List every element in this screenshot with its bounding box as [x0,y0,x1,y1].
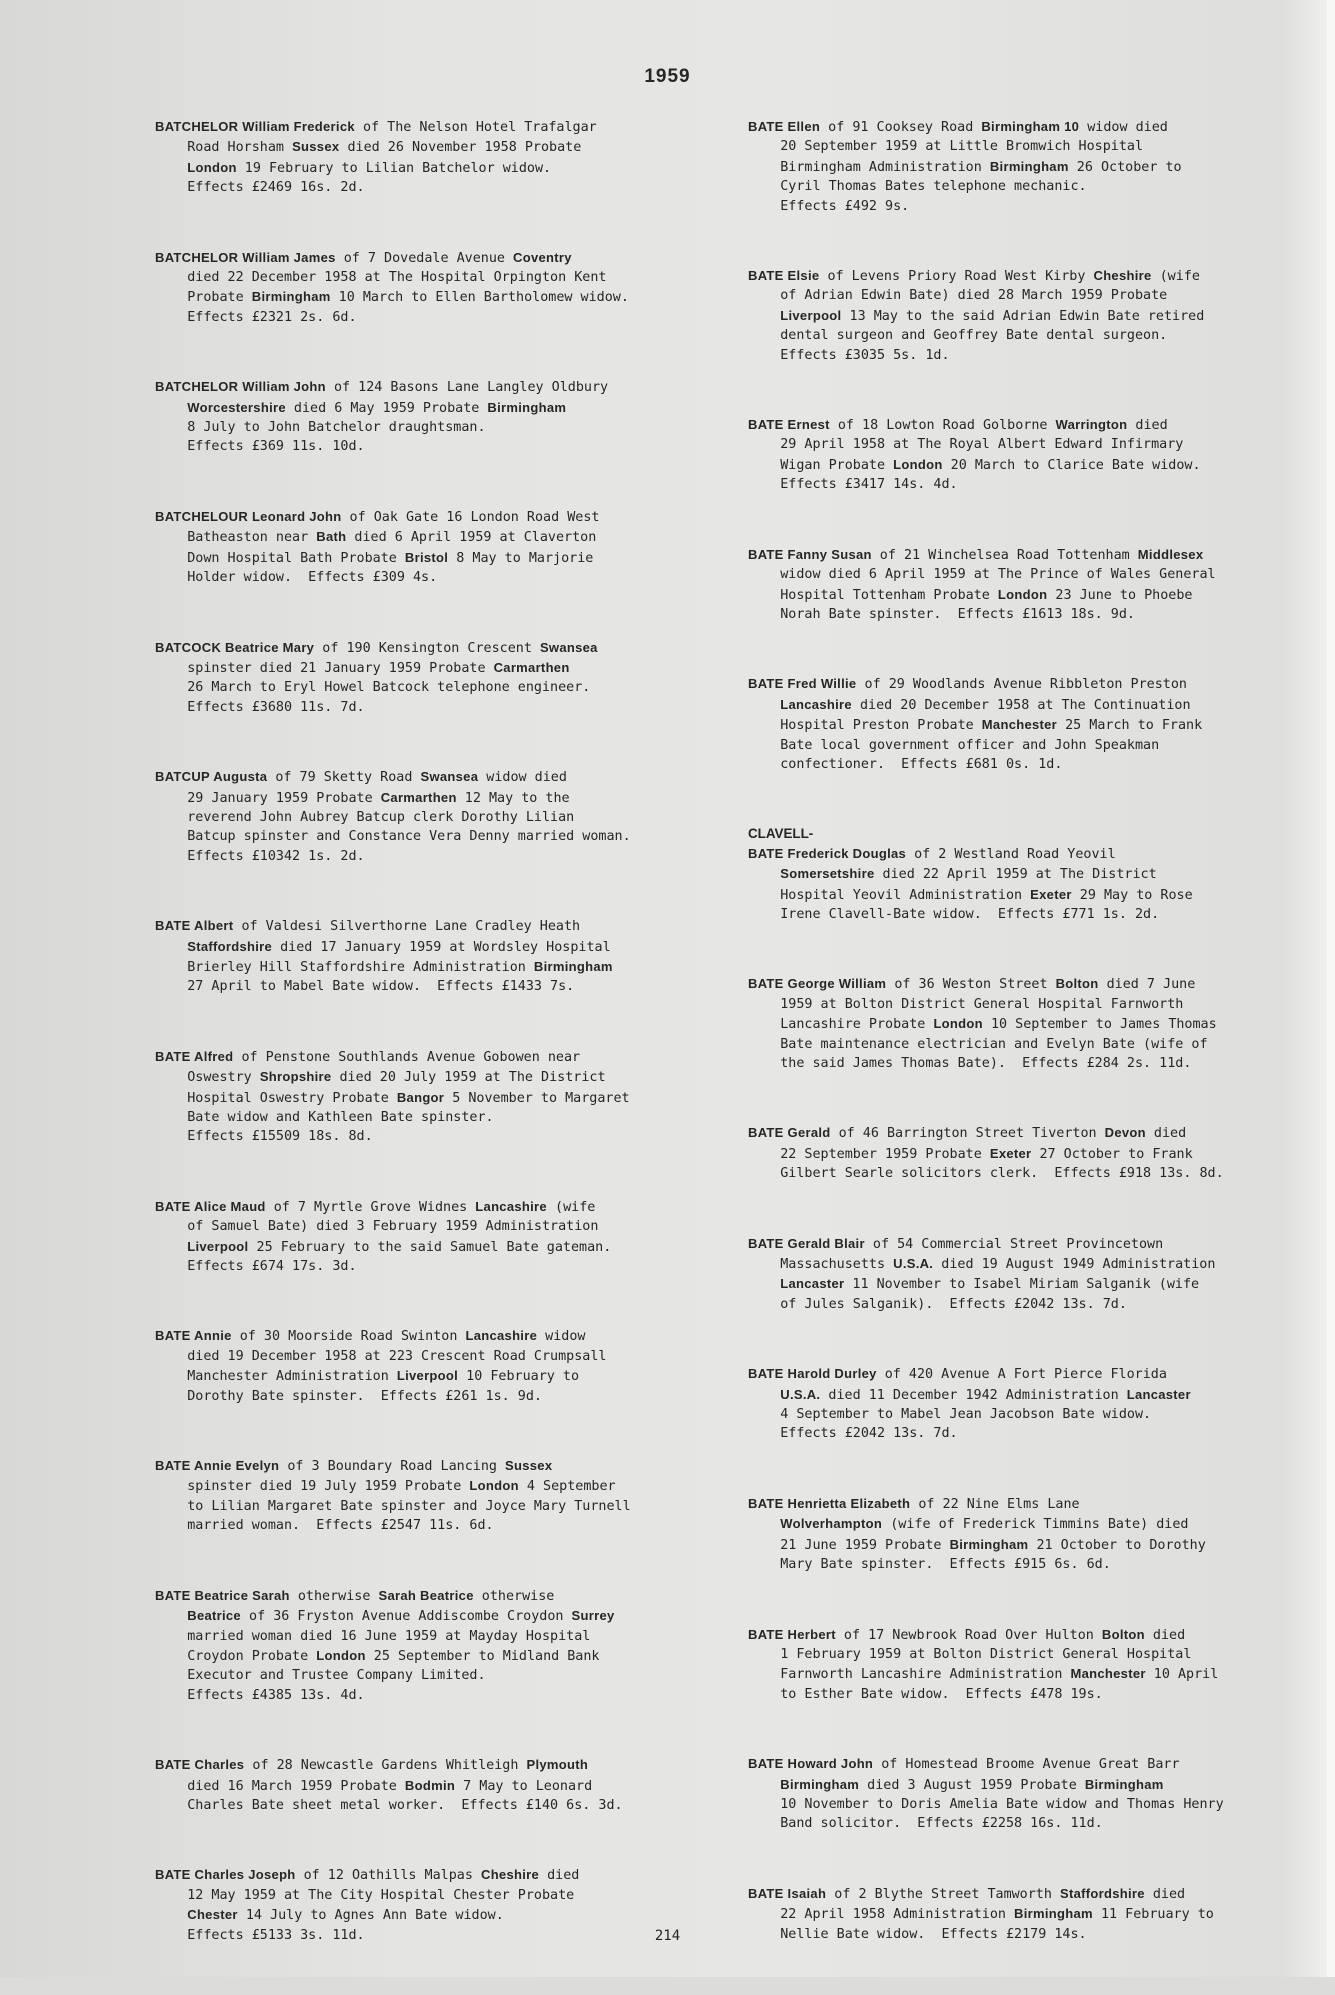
entry-text: of 17 Newbrook Road Over Hulton [835,1627,1102,1643]
entry-text: of 7 Dovedale Avenue [335,250,514,266]
entry-text: Farnworth Lancashire Administration [748,1667,1071,1683]
entry-bold-text: Plymouth [526,1757,589,1773]
probate-entry [748,974,1308,1073]
entry-text [748,867,780,882]
entry-text: 26 March to Eryl Howel Batcock telephone engineer. [155,680,591,696]
entry-bold-text: Birmingham 10 [981,119,1080,134]
entry-bold-text: Cheshire [1093,268,1152,284]
entry-bold-text: Liverpool [187,1238,249,1254]
entry-bold-text: London [187,159,237,175]
entry-text: Executor and Trustee Company Limited. [155,1668,486,1684]
entry-bold-text: Birmingham [533,958,613,974]
entry-bold-text: London [933,1016,983,1032]
entry-bold-text: BATE Albert [155,918,234,934]
entry-text: died [1144,1627,1186,1643]
probate-entry [748,1123,1308,1183]
entry-text: died 20 July 1959 at The District [331,1070,606,1086]
entry-text: Mary Bate spinster. Effects £915 6s. 6d. [748,1557,1111,1573]
entry-text: died 22 December 1958 at The Hospital Orpington Kent [155,270,607,286]
entry-bold-text: BATE Ellen [748,119,821,134]
entry-text: of 21 Winchelsea Road Tottenham [871,547,1138,563]
entry-text: otherwise [473,1588,555,1604]
entry-text: Manchester Administration [155,1369,397,1385]
entry-text: Hospital Yeovil Administration [748,887,1031,903]
entry-text [155,1240,187,1255]
entry-bold-text: Exeter [1030,886,1072,902]
entry-bold-text: BATCHELOR William John [155,379,326,395]
entry-text: Wigan Probate [748,457,894,473]
entry-text: died 11 December 1942 Administration [820,1387,1127,1403]
entry-bold-text: Bangor [396,1089,445,1105]
entry-bold-text: BATE Frederick Douglas [748,845,907,861]
probate-entry [748,1625,1308,1705]
entry-bold-text: Warrington [1055,417,1128,433]
entry-text: of The Nelson Hotel Trafalgar [354,120,597,135]
entry-text: 11 November to Isabel Miriam Salganik (wife [844,1277,1200,1293]
probate-entry [748,674,1308,774]
right-column [748,117,1308,1994]
entry-text: 26 October to [1068,159,1182,175]
entry-text: 10 April [1145,1667,1219,1683]
entry-text: married woman died 16 June 1959 at Mayday Hospital [155,1628,591,1644]
entry-bold-text: Swansea [420,769,479,785]
entry-text: died 26 November 1958 Probate [339,140,582,156]
entry-text: 29 May to Rose [1071,887,1193,903]
entry-text: Effects £369 11s. 10d. [155,439,365,455]
entry-bold-text: London [997,586,1048,602]
entry-bold-text: BATE Howard John [748,1756,874,1772]
entry-bold-text: Carmarthen [493,659,570,675]
entry-name-prefix: CLAVELL- [748,826,814,842]
entry-text: of Samuel Bate) died 3 February 1959 Administration [155,1219,599,1235]
entry-bold-text: Birmingham [780,1776,860,1792]
entry-text: of 3 Boundary Road Lancing [279,1459,506,1475]
entry-text: Cyril Thomas Bates telephone mechanic. [748,179,1087,195]
entry-text [155,161,187,176]
entry-text: of 2 Blythe Street Tamworth [826,1886,1060,1902]
entry-text: died 6 May 1959 Probate [285,400,488,416]
entry-text: Nellie Bate widow. Effects £2179 14s. [748,1926,1087,1942]
probate-entry [155,507,725,588]
entry-text: of 2 Westland Road Yeovil [906,846,1116,862]
entry-bold-text: Carmarthen [380,789,457,805]
entry-text: died [1144,1886,1186,1902]
entry-text: Effects £2042 13s. 7d. [748,1426,958,1442]
entry-text: Effects £4385 13s. 4d. [155,1687,365,1703]
entry-text [155,1609,187,1624]
entry-bold-text: London [893,456,943,472]
entry-text: 12 May 1959 at The City Hospital Chester Probate [155,1887,575,1903]
entry-text: 13 May to the said Adrian Edwin Bate retired [841,308,1205,324]
entry-text: 19 February to Lilian Batchelor widow. [236,160,552,176]
entry-bold-text: Sussex [505,1458,553,1474]
probate-entry [748,1234,1308,1315]
entry-bold-text: BATE Henrietta Elizabeth [748,1495,911,1511]
entry-bold-text: BATE Fanny Susan [748,546,872,562]
probate-entry [155,916,725,997]
entry-text: died 22 April 1959 at The District [874,867,1157,883]
entry-text: Effects £3680 11s. 7d. [155,699,365,715]
entry-text: died 17 January 1959 at Wordsley Hospital [272,939,611,955]
probate-entry [155,767,725,866]
probate-entry [155,1456,725,1536]
entry-text: 21 October to Dorothy [1028,1537,1206,1553]
entry-bold-text: Birmingham [1014,1906,1093,1922]
entry-text: 29 April 1958 at The Royal Albert Edward Infirmary [748,437,1184,453]
entry-text: 4 September to Mabel Jean Jacobson Bate widow. [748,1407,1152,1423]
entry-bold-text: BATE Annie Evelyn [155,1458,280,1474]
entry-text: 11 February to [1092,1907,1214,1923]
entry-bold-text: BATE Charles [155,1757,245,1773]
entry-text: Norah Bate spinster. Effects £1613 18s. 9d. [748,606,1135,622]
entry-text: to Esther Bate widow. Effects £478 19s. [748,1686,1103,1702]
entry-text: Hospital Tottenham Probate [748,587,998,603]
entry-bold-text: Bolton [1101,1626,1145,1642]
entry-bold-text: BATCUP Augusta [155,769,268,785]
entry-text: Effects £3035 5s. 1d. [748,347,950,363]
entry-text: Down Hospital Bath Probate [155,550,405,566]
entry-text: of 36 Weston Street [886,977,1056,993]
entry-text: of 30 Moorside Road Swinton [231,1329,466,1345]
entry-text: of 36 Fryston Avenue Addiscombe Croydon [240,1609,572,1625]
entry-bold-text: Staffordshire [187,938,273,954]
entry-text: Bate maintenance electrician and Evelyn Bate (wife of [748,1036,1208,1052]
entry-text: died [1145,1126,1187,1142]
entry-bold-text: BATE Alice Maud [155,1198,266,1214]
entry-text: of Jules Salganik). Effects £2042 13s. 7d. [748,1296,1127,1312]
entry-text [155,1908,187,1923]
entry-text: Hospital Preston Probate [748,718,982,734]
entry-bold-text: Bristol [404,549,449,565]
entry-text: 7 May to Leonard [455,1778,593,1794]
probate-entry [748,266,1308,365]
entry-bold-text: Cheshire [481,1867,540,1883]
entry-text: of 46 Barrington Street Tiverton [830,1126,1105,1142]
entry-text: 29 January 1959 Probate [155,790,381,806]
entry-text: Effects £492 9s. [748,198,910,214]
entry-text: Batheaston near [155,530,317,546]
entry-text: 10 March to Ellen Bartholomew widow. [330,290,629,306]
entry-text: of Adrian Edwin Bate) died 28 March 1959 Probate [748,288,1168,304]
entry-bold-text: BATCOCK Beatrice Mary [155,639,315,655]
entry-bold-text: Birmingham [1084,1776,1164,1792]
entry-text: Irene Clavell-Bate widow. Effects £771 1s. 2d. [748,906,1160,922]
entry-text: the said James Thomas Bate). Effects £284 2s. 11d. [748,1056,1192,1071]
entry-text: Hospital Oswestry Probate [155,1090,397,1106]
entry-text: spinster died 21 January 1959 Probate [155,660,494,676]
entry-text: Effects £674 17s. 3d. [155,1259,357,1275]
probate-entry [748,117,1308,216]
entry-text: of Valdesi Silverthorne Lane Cradley Heath [233,919,581,935]
entry-bold-text: Bodmin [404,1777,456,1793]
entry-text: died 7 June [1098,977,1196,993]
entry-bold-text: Liverpool [780,307,842,323]
entry-text: 5 November to Margaret [444,1090,630,1106]
probate-entry [155,1326,725,1406]
entry-text [748,1517,780,1532]
entry-text: 27 April to Mabel Bate widow. Effects £1433 7s. [155,979,575,995]
probate-entry [748,545,1308,625]
entry-text: died 20 December 1958 at The Continuation [851,697,1191,713]
probate-entry [155,377,725,457]
entry-text: Effects £3417 14s. 4d. [748,477,958,493]
entry-text: of 79 Sketty Road [267,770,421,786]
entry-text [748,309,780,324]
entry-text: of Homestead Broome Avenue Great Barr [873,1757,1180,1773]
entry-text: 25 March to Frank [1057,718,1203,734]
entry-text: 4 September [518,1479,616,1495]
entry-text: Band solicitor. Effects £2258 16s. 11d. [748,1816,1103,1832]
entry-bold-text: Lancashire [465,1328,538,1344]
entry-bold-text: Middlesex [1137,546,1204,562]
entry-bold-text: Surrey [571,1608,615,1624]
entry-text: widow died [478,770,567,786]
entry-text: Effects £10342 1s. 2d. [155,848,365,864]
entry-text: Effects £5133 3s. 11d. [155,1927,365,1943]
page-year-heading: 1959 [644,66,691,87]
entry-text: Gilbert Searle solicitors clerk. Effects £918 13s. 8d. [748,1166,1224,1182]
entry-bold-text: BATCHELOR William James [155,249,336,265]
entry-text: Croydon Probate [155,1648,317,1664]
entry-text: Holder widow. Effects £309 4s. [155,570,438,586]
entry-bold-text: BATE Fred Willie [748,676,857,692]
entry-text: reverend John Aubrey Batcup clerk Dorothy Lilian [155,809,575,825]
entry-text [748,698,780,713]
entry-text: Road Horsham [155,140,293,156]
entry-bold-text: Lancashire [475,1198,547,1214]
entry-bold-text: BATE Gerald [748,1125,831,1141]
entry-bold-text: Bath [316,529,347,545]
entry-text: of Levens Priory Road West Kirby [819,269,1094,285]
entry-text: Massachusetts [748,1257,894,1273]
entry-bold-text: Chester [187,1907,238,1923]
entry-bold-text: Wolverhampton [780,1516,883,1532]
probate-entry [155,638,725,718]
probate-entry [748,1364,1308,1444]
entry-text: Effects £2469 16s. 2d. [155,180,365,196]
entry-text [155,401,187,416]
entry-bold-text: Manchester [981,717,1058,733]
entry-text: 22 April 1958 Administration [748,1907,1015,1923]
entry-text: 12 May to the [456,790,570,806]
entry-text: of 420 Avenue A Fort Pierce Florida [876,1367,1167,1383]
entry-bold-text: Staffordshire [1060,1885,1145,1901]
entry-text: 25 September to Midland Bank [365,1648,600,1664]
entry-text: 10 September to James Thomas [982,1017,1217,1033]
entry-text: Batcup spinster and Constance Vera Denny married woman. [155,829,631,845]
entry-text: died 19 August 1949 Administration [933,1257,1216,1273]
entry-text: 21 June 1959 Probate [748,1537,950,1553]
entry-text: widow died [1079,120,1168,135]
entry-text: Bate widow and Kathleen Bate spinster. [155,1110,494,1125]
probate-entry [748,824,1308,924]
entry-text: Effects £15509 18s. 8d. [155,1129,373,1145]
entry-bold-text: BATE Charles Joseph [155,1867,296,1883]
entry-text: Probate [155,290,252,306]
entry-text: of 7 Myrtle Grove Widnes [265,1199,476,1215]
entry-text [748,1778,780,1793]
probate-entry [155,1197,725,1277]
entry-text: Dorothy Bate spinster. Effects £261 1s. 9d. [155,1388,542,1404]
entry-text: 20 September 1959 at Little Bromwich Hospital [748,139,1144,155]
entry-text: died 6 April 1959 at Claverton [346,530,597,546]
probate-entry [155,248,725,328]
entry-text: Bate local government officer and John Speakman [748,737,1160,753]
page-number: 214 [654,1928,681,1944]
entry-text [748,1388,780,1403]
entry-text: Charles Bate sheet metal worker. Effects £140 6s. 3d. [155,1797,623,1813]
entry-text: of 12 Oathills Malpas [295,1868,481,1884]
entry-bold-text: Birmingham [989,158,1069,174]
entry-text: died 16 March 1959 Probate [155,1778,405,1794]
probate-entry [748,1494,1308,1575]
entry-text: 10 November to Doris Amelia Bate widow and Thomas Henry [748,1796,1224,1812]
entry-bold-text: London [316,1647,366,1663]
entry-bold-text: Lancaster [1126,1386,1191,1402]
entry-bold-text: BATE Herbert [748,1626,836,1642]
entry-text: of 18 Lowton Road Golborne [829,418,1056,434]
entry-bold-text: Birmingham [487,399,567,415]
entry-text: 10 February to [458,1369,580,1385]
entry-bold-text: Coventry [513,249,572,265]
probate-entry [155,1755,725,1815]
entry-bold-text: BATE Elsie [748,268,820,284]
entry-text: Oswestry [155,1070,260,1086]
entry-text: spinster died 19 July 1959 Probate [155,1479,470,1495]
entry-bold-text: Somersetshire [780,866,875,882]
entry-bold-text: BATCHELOR William Frederick [155,119,355,134]
entry-bold-text: Manchester [1070,1666,1146,1682]
entry-bold-text: U.S.A. [893,1256,934,1272]
entry-text: 8 July to John Batchelor draughtsman. [155,420,486,436]
entry-bold-text: Bolton [1055,976,1099,992]
entry-text: Effects £2321 2s. 6d. [155,309,357,325]
entry-bold-text: Exeter [989,1145,1032,1161]
entry-text: of 22 Nine Elms Lane [910,1496,1080,1512]
entry-bold-text: BATE George William [748,976,887,992]
entry-text: to Lilian Margaret Bate spinster and Joyce Mary Turnell [155,1498,631,1514]
entry-text: of Penstone Southlands Avenue Gobowen near [233,1049,581,1065]
entry-text: of Oak Gate 16 London Road West [341,509,600,525]
entry-text: died 19 December 1958 at 223 Crescent Road Crumpsall [155,1348,607,1364]
entry-text: died 3 August 1959 Probate [859,1777,1085,1793]
entry-text: Brierley Hill Staffordshire Administration [155,959,534,975]
entry-bold-text: BATE Alfred [155,1048,234,1064]
left-column [155,117,725,1995]
entry-bold-text: Devon [1104,1125,1146,1141]
entry-text: of 28 Newcastle Gardens Whitleigh [244,1758,527,1774]
entry-bold-text: Beatrice [187,1608,241,1624]
entry-text: 25 February to the said Samuel Bate gateman. [248,1239,612,1255]
entry-bold-text: Worcestershire [187,399,286,415]
entry-text: 27 October to Frank [1031,1146,1193,1162]
entry-bold-text: London [469,1478,519,1494]
entry-bold-text: U.S.A. [780,1386,821,1402]
entry-bold-text: Lancashire [780,696,852,712]
entry-bold-text: BATCHELOUR Leonard John [155,508,342,524]
entry-bold-text: BATE Beatrice Sarah [155,1587,290,1603]
entry-text: died [539,1868,580,1884]
entry-bold-text: BATE Isaiah [748,1885,827,1901]
entry-text: (wife [1151,269,1200,285]
probate-entry [155,117,725,198]
entry-text: 1 February 1959 at Bolton District General Hospital [748,1646,1192,1662]
page-edge [1327,0,1335,1977]
entry-text: of 29 Woodlands Avenue Ribbleton Preston [856,677,1187,693]
entry-text: of 54 Commercial Street Provincetown [864,1236,1164,1252]
entry-text: Lancashire Probate [748,1017,934,1033]
entry-bold-text: Shropshire [259,1069,332,1085]
entry-text [748,1277,780,1292]
entry-text: 22 September 1959 Probate [748,1146,990,1162]
entry-text: otherwise [289,1588,379,1604]
entry-text: of 190 Kensington Crescent [314,640,540,656]
probate-entry [748,415,1308,495]
entry-text [155,940,187,955]
entry-text: dental surgeon and Geoffrey Bate dental surgeon. [748,328,1168,344]
entry-text: 20 March to Clarice Bate widow. [942,457,1201,473]
entry-text: 8 May to Marjorie [448,550,594,566]
entry-text: Birmingham Administration [748,159,990,175]
entry-bold-text: Liverpool [396,1368,459,1384]
entry-text: (wife [546,1199,596,1215]
entry-text: confectioner. Effects £681 0s. 1d. [748,756,1063,772]
entry-bold-text: BATE Annie [155,1328,232,1344]
entry-bold-text: Swansea [539,639,598,655]
entry-bold-text: BATE Harold Durley [748,1366,877,1382]
probate-entry [155,1047,725,1147]
entry-bold-text: Sarah Beatrice [378,1587,474,1603]
entry-text: 23 June to Phoebe [1047,587,1193,603]
entry-text: of 91 Cooksey Road [820,120,982,135]
entry-text: (wife of Frederick Timmins Bate) died [882,1517,1189,1533]
entry-text: widow [537,1329,586,1345]
entry-bold-text: Lancaster [780,1276,845,1292]
probate-entry [155,1586,725,1705]
entry-text: widow died 6 April 1959 at The Prince of Wales General [748,567,1216,583]
entry-bold-text: Birmingham [949,1536,1029,1552]
entry-text: 14 July to Agnes Ann Bate widow. [237,1908,504,1924]
entry-bold-text: Birmingham [251,289,331,305]
entry-text: died [1127,418,1168,434]
entry-bold-text: BATE Ernest [748,417,830,433]
entry-bold-text: BATE Gerald Blair [748,1235,865,1251]
entry-text: married woman. Effects £2547 11s. 6d. [155,1518,494,1534]
entry-text: 1959 at Bolton District General Hospital Farnworth [748,996,1184,1012]
probate-entry [748,1754,1308,1834]
entry-text: of 124 Basons Lane Langley Oldbury [325,380,609,396]
entry-bold-text: Sussex [292,139,340,155]
